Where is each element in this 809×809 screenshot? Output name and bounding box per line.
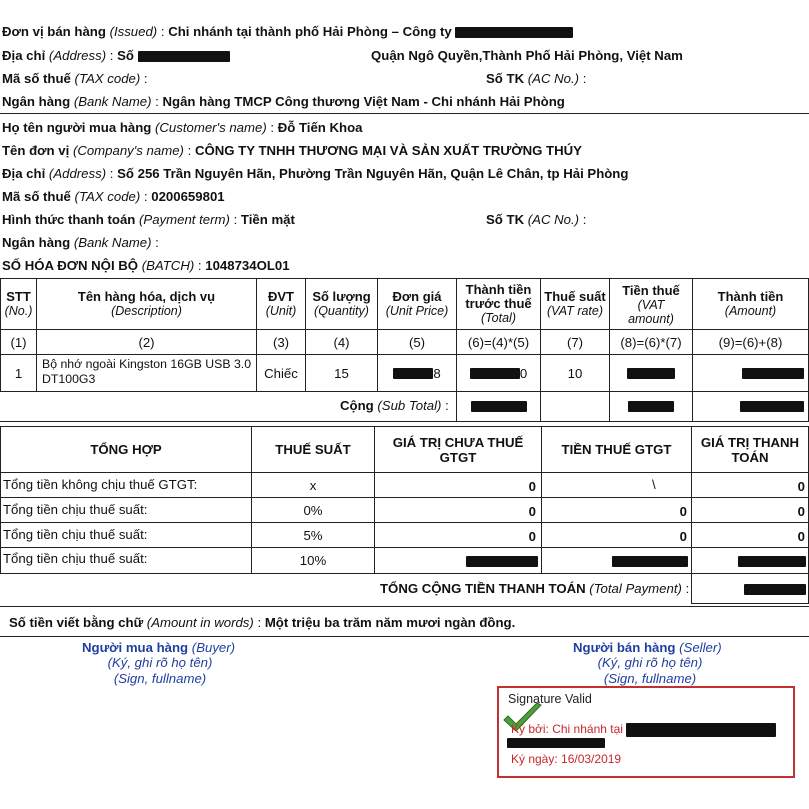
seller-address-en: (Address) [48,48,107,63]
formula-cell: (2) [138,334,155,350]
seller-ac-line: Số TK (AC No.) : [486,71,587,86]
formula-cell: (4) [333,334,350,350]
redacted-company [455,27,573,38]
summary-row-total: 0 [797,504,805,519]
redacted-signer-line2 [507,738,605,748]
digital-signature-box[interactable] [497,686,795,778]
summary-row-tax: 0 [679,504,687,519]
item-unit-price: 8 [378,355,456,391]
seller-bank-value: Ngân hàng TMCP Công thương Việt Nam - Chi nhánh Hải Phòng [162,94,565,109]
buyer-payment-line: Hình thức thanh toán (Payment term) : Tiền mặt [2,212,295,227]
redacted-subtotal-vat [628,401,674,412]
summary-row-tax: 0 [679,529,687,544]
buyer-batch-line: SỐ HÓA ĐƠN NỘI BỘ (BATCH) : 1048734OL01 [2,258,290,273]
buyer-signature-title: Người mua hàng (Buyer) [82,640,236,655]
buyer-company-en: (Company's name) [72,143,184,158]
buyer-bank-label: Ngân hàng [2,235,71,250]
redacted-amount [742,368,804,379]
item-vat-amount [610,355,692,391]
seller-address-prefix: Số [117,48,134,63]
summary-line [0,522,809,523]
item-vat-rate: 10 [567,365,583,381]
buyer-name-en: (Customer's name) [155,120,267,135]
buyer-payment-label: Hình thức thanh toán [2,212,136,227]
buyer-name-value: Đỗ Tiến Khoa [277,120,363,135]
buyer-payment-value: Tiền mặt [240,212,295,227]
seller-issued-label: Đơn vị bán hàng [2,24,106,39]
summary-row-label: Tổng tiền không chịu thuế GTGT: [3,477,198,492]
formula-cell: (3) [272,334,290,350]
formula-cell: (7) [566,334,584,350]
item-total: 0 [457,355,540,391]
formula-cell: (1) [10,334,27,350]
divider-words-top [0,606,809,607]
summary-row-rate: x [309,477,317,493]
buyer-batch-en: (BATCH) [141,258,195,273]
subtotal-amount [693,392,808,421]
summary-header-tax: TIỀN THUẾ GTGT [561,442,672,457]
signed-date-text: Ký ngày: 16/03/2019 [511,752,622,766]
buyer-tax-en: (TAX code) [74,189,141,204]
subtotal-vat [610,392,692,421]
buyer-ac-label: Số TK [486,212,525,227]
signed-by-text: Ký bởi: Chi nhánh tại [511,722,776,737]
item-description: Bộ nhớ ngoài Kingston 16GB USB 3.0 DT100G3 [42,357,252,386]
buyer-batch-value: 1048734OL01 [205,258,290,273]
header-total-pretax: Thành tiền trước thuế (Total) [465,281,532,325]
buyer-payment-en: (Payment term) [139,212,230,227]
buyer-address-value: Số 256 Trần Nguyên Hãn, Phường Trần Nguyên Hãn, Quận Lê Chân, tp Hải Phòng [117,166,629,181]
redacted-unit-price [393,368,433,379]
signature-valid-text: Signature Valid [508,692,592,706]
summary-row-rate: 10% [299,553,327,568]
redacted-address [138,51,230,62]
header-stt: STT (No.) [4,289,33,318]
summary-row-pretax: 0 [528,529,536,544]
item-quantity: 15 [334,365,349,381]
buyer-address-label: Địa chỉ [2,166,46,181]
summary-row-label: Tổng tiền chịu thuế suất: [3,527,148,542]
seller-tax-en: (TAX code) [74,71,141,86]
seller-sign-hint: (Ký, ghi rõ họ tên) (Sign, fullname) [597,655,703,686]
seller-issued-line: Đơn vị bán hàng (Issued) : Chi nhánh tại thành phố Hải Phòng – Công ty [2,24,573,39]
summary-line [0,472,809,473]
seller-bank-line: Ngân hàng (Bank Name) : Ngân hàng TMCP Công thương Việt Nam - Chi nhánh Hải Phòng [2,94,565,109]
seller-address-tail: Quận Ngô Quyền,Thành Phố Hải Phòng, Việt Nam [371,48,683,63]
buyer-tax-line: Mã số thuế (TAX code) : 0200659801 [2,189,225,204]
seller-address-line: Địa chỉ (Address) : Số [2,48,230,63]
formula-cell: (8)=(6)*(7) [620,334,682,350]
buyer-company-line: Tên đơn vị (Company's name) : CÔNG TY TNHH THƯƠNG MẠI VÀ SẢN XUẤT TRƯỜNG THÚY [2,143,582,158]
subtotal-label: Cộng (Sub Total) : [340,398,449,413]
summary-row-pretax: 0 [528,479,536,494]
buyer-name-label: Họ tên người mua hàng [2,120,152,135]
seller-bank-label: Ngân hàng [2,94,71,109]
header-vat-rate: Thuế suất (VAT rate) [544,289,606,318]
redacted-subtotal [471,401,527,412]
summary-header-pretax: GIÁ TRỊ CHƯA THUẾ GTGT [392,434,524,465]
summary-line [0,573,809,574]
item-no: 1 [14,365,23,381]
divider-seller-buyer [0,113,809,114]
summary-row-tax: \ [652,477,656,492]
summary-row-rate: 5% [303,527,323,543]
items-line-subtotal [0,421,809,422]
header-quantity: Số lượng (Quantity) [312,289,371,318]
redacted-subtotal-amount [740,401,804,412]
summary-row-label: Tổng tiền chịu thuế suất: [3,551,148,566]
seller-tax-line: Mã số thuế (TAX code) : [2,71,148,86]
formula-cell: (5) [408,334,426,350]
summary-line [0,497,809,498]
buyer-bank-en: (Bank Name) [73,235,152,250]
buyer-bank-line: Ngân hàng (Bank Name) : [2,235,159,250]
header-vat-amount: Tiền thuế (VAT amount) [622,282,680,326]
summary-header-group: TỔNG HỢP [90,442,162,457]
redacted-total [470,368,520,379]
buyer-sign-hint: (Ký, ghi rõ họ tên) (Sign, fullname) [107,655,213,686]
seller-bank-en: (Bank Name) [73,94,152,109]
seller-issued-value: Chi nhánh tại thành phố Hải Phòng – Công ty [168,24,452,39]
header-description: Tên hàng hóa, dịch vụ (Description) [77,289,216,318]
summary-row-label: Tổng tiền chịu thuế suất: [3,502,148,517]
subtotal-total [457,392,540,421]
redacted-row-pretax [466,556,538,567]
buyer-address-en: (Address) [48,166,107,181]
summary-line [0,547,809,548]
header-unit-price: Đơn giá (Unit Price) [385,289,449,318]
seller-ac-label: Số TK [486,71,525,86]
seller-issued-en: (Issued) [109,24,158,39]
amount-words-line: Số tiền viết bằng chữ (Amount in words) : Một triệu ba trăm năm mươi ngàn đồng. [9,615,516,630]
summary-row-pretax: 0 [528,504,536,519]
summary-row-total: 0 [797,529,805,544]
redacted-row-total [738,556,806,567]
formula-cell: (6)=(4)*(5) [467,334,530,350]
redacted-signer [626,723,776,737]
buyer-company-label: Tên đơn vị [2,143,70,158]
grand-total-label: TỔNG CỘNG TIỀN THANH TOÁN (Total Payment) : [380,581,690,596]
divider-words-bottom [0,636,809,637]
seller-ac-en: (AC No.) [527,71,580,86]
buyer-tax-label: Mã số thuế [2,189,71,204]
item-amount [693,355,808,391]
summary-row-total: 0 [797,479,805,494]
buyer-batch-label: SỐ HÓA ĐƠN NỘI BỘ [2,258,139,273]
buyer-ac-line: Số TK (AC No.) : [486,212,587,227]
header-unit: ĐVT (Unit) [265,289,297,318]
formula-cell: (9)=(6)+(8) [718,334,783,350]
summary-header-total: GIÁ TRỊ THANH TOÁN [700,434,800,465]
summary-row-rate: 0% [303,502,323,518]
seller-tax-label: Mã số thuế [2,71,71,86]
buyer-address-line: Địa chỉ (Address) : Số 256 Trần Nguyên Hãn, Phường Trần Nguyên Hãn, Quận Lê Chân, tp Hải Phòng [2,166,629,181]
redacted-row-tax [612,556,688,567]
summary-line [691,603,809,604]
buyer-name-line: Họ tên người mua hàng (Customer's name) : Đỗ Tiến Khoa [2,120,363,135]
buyer-tax-value: 0200659801 [151,189,225,204]
amount-words-value: Một triệu ba trăm năm mươi ngàn đồng. [264,615,516,630]
item-unit: Chiếc [264,365,298,381]
summary-header-rate: THUẾ SUẤT [275,442,351,457]
header-amount: Thành tiền (Amount) [717,289,784,318]
buyer-company-value: CÔNG TY TNHH THƯƠNG MẠI VÀ SẢN XUẤT TRƯỜNG THÚY [194,143,582,158]
seller-address-label: Địa chỉ [2,48,46,63]
buyer-ac-en: (AC No.) [527,212,580,227]
redacted-grand-total [744,584,806,595]
redacted-vat-amount [627,368,675,379]
seller-signature-title: Người bán hàng (Seller) [573,640,722,655]
